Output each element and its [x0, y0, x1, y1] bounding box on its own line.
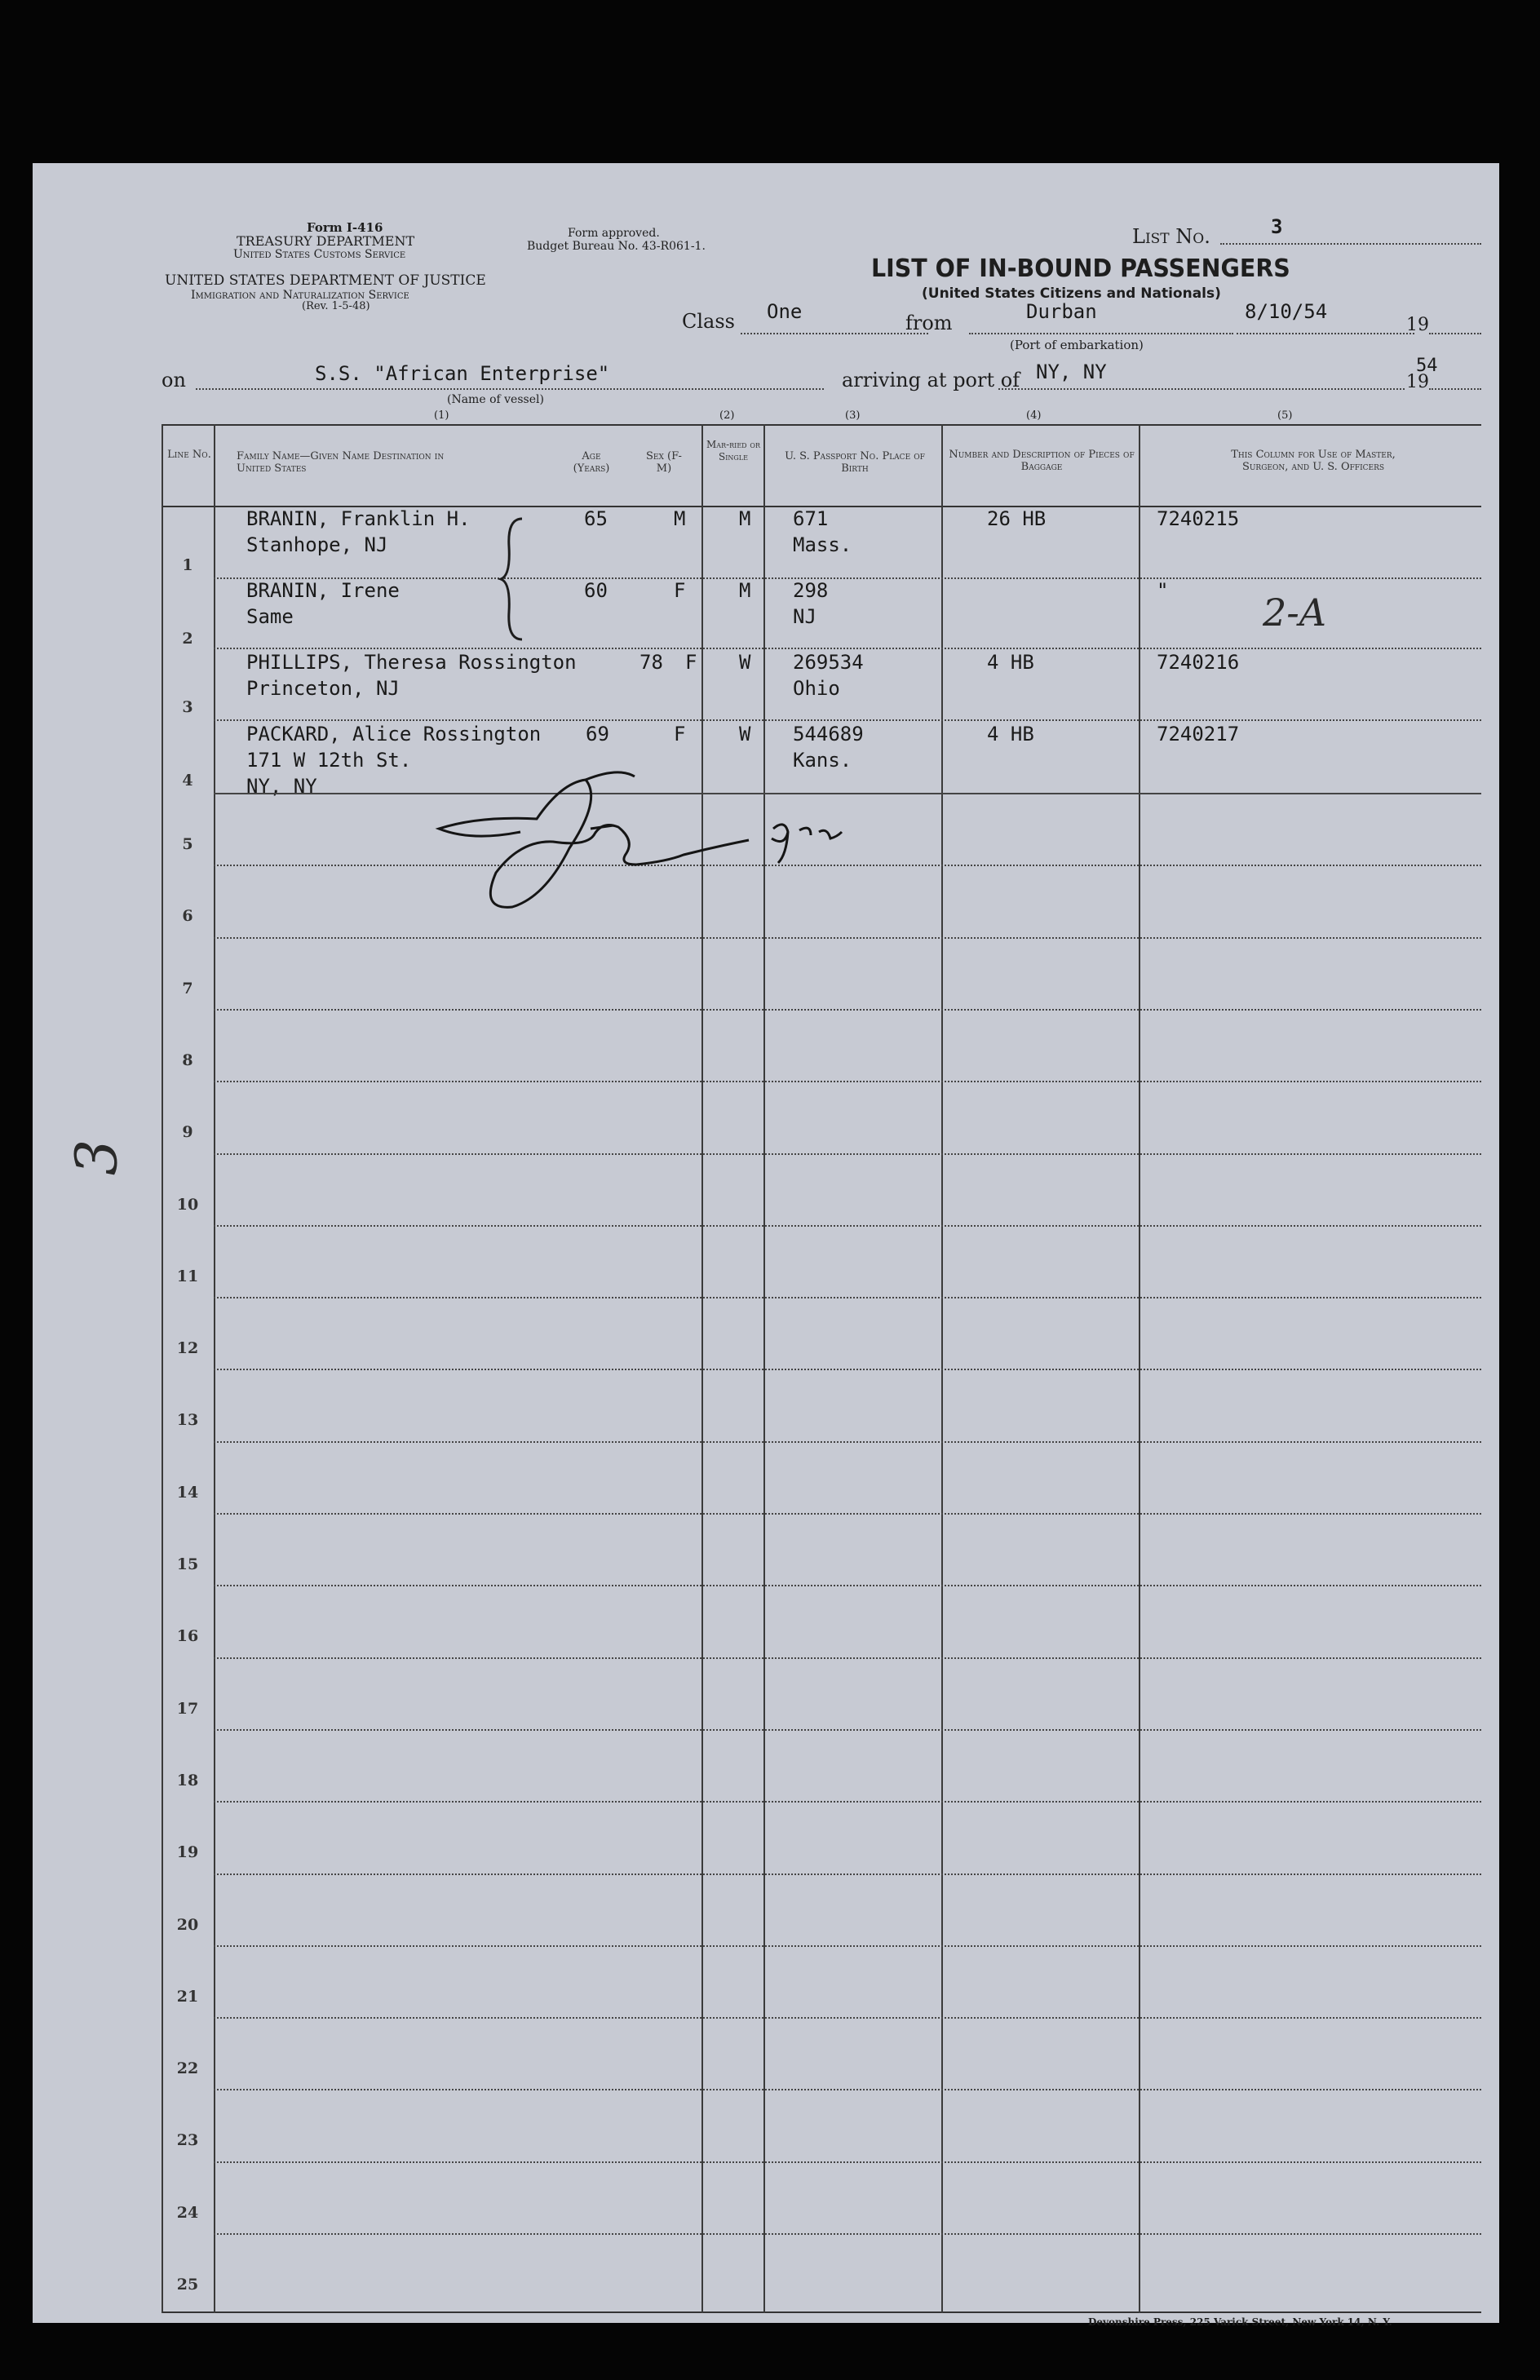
justice-dept: UNITED STATES DEPARTMENT OF JUSTICE [165, 272, 486, 289]
line-number: 4 [182, 772, 193, 790]
passenger-birthplace: Kans. [793, 749, 852, 772]
row-rule [214, 1009, 1481, 1011]
passenger-birthplace: Mass. [793, 533, 852, 556]
row-rule [214, 937, 1481, 939]
col-num-4: (4) [1026, 409, 1042, 422]
header-name: Family Name—Given Name Destination in United States [237, 450, 445, 475]
line-number: 15 [176, 1555, 199, 1573]
passenger-passport: 544689 [793, 723, 864, 745]
passenger-name: PHILLIPS, Theresa Rossington [246, 651, 577, 674]
row-rule [214, 1297, 1481, 1298]
arrival-port: NY, NY [1036, 361, 1107, 383]
row-rule [214, 2089, 1481, 2090]
passenger-sex: F [685, 651, 697, 674]
arrival-year-prefix: 19 [1406, 372, 1429, 392]
row-rule [214, 1801, 1481, 1803]
row-rule [214, 1945, 1481, 1947]
line-number: 24 [176, 2203, 199, 2222]
header-line-no: Line No. [167, 449, 211, 461]
passenger-age: 60 [584, 579, 608, 602]
row-rule [214, 577, 1481, 579]
table-bottom-rule [162, 2311, 1481, 2313]
class-label: Class [682, 310, 735, 333]
class-line [741, 333, 928, 334]
revision: (Rev. 1-5-48) [302, 300, 370, 312]
passenger-baggage: 26 HB [987, 507, 1047, 530]
vessel-name: S.S. "African Enterprise" [315, 362, 610, 385]
line-number: 10 [176, 1195, 199, 1214]
margin-annotation: 3 [63, 1139, 131, 1176]
passenger-name: BRANIN, Franklin H. [246, 507, 471, 530]
row-rule [214, 1513, 1481, 1515]
line-number: 5 [182, 835, 193, 853]
passenger-marital: W [739, 651, 751, 674]
customs-service: United States Customs Service [233, 248, 406, 261]
line-number: 12 [176, 1339, 199, 1358]
budget-bureau: Budget Bureau No. 43-R061-1. [527, 240, 706, 253]
on-label: on [162, 369, 186, 392]
passenger-age-inline: 69 [586, 723, 609, 745]
passenger-baggage: 4 HB [987, 723, 1034, 745]
line-number: 25 [176, 2276, 199, 2294]
list-no-value: 3 [1271, 215, 1283, 238]
col-num-3: (3) [845, 409, 861, 422]
col-rule [162, 424, 163, 2313]
header-baggage: Number and Description of Pieces of Baggage [949, 449, 1135, 473]
officer-entry: 7240216 [1157, 651, 1240, 674]
line-number: 2 [182, 630, 193, 648]
passenger-sex: F [674, 579, 686, 602]
row-rule [214, 1657, 1481, 1659]
form-title: LIST OF IN-BOUND PASSENGERS [871, 254, 1290, 283]
ins-service: Immigration and Naturalization Service [191, 289, 409, 302]
vessel-line [196, 388, 824, 390]
col-num-2: (2) [719, 409, 735, 422]
line-number: 13 [176, 1411, 199, 1430]
passenger-destination-extra: NY, NY [246, 775, 317, 798]
form-approved: Form approved. [568, 227, 660, 240]
from-value: Durban [1026, 300, 1097, 323]
row-rule [214, 1225, 1481, 1227]
line-number: 7 [182, 979, 193, 998]
row-rule [214, 1873, 1481, 1875]
treasury-dept: TREASURY DEPARTMENT [237, 233, 415, 249]
passenger-passport: 269534 [793, 651, 864, 674]
line-number: 1 [182, 556, 193, 574]
passenger-marital: W [739, 723, 751, 745]
passenger-sex: F [674, 723, 686, 745]
passenger-birthplace: NJ [793, 605, 816, 628]
row-rule [214, 1153, 1481, 1155]
from-line [969, 333, 1233, 334]
header-sex: Sex (F-M) [646, 450, 682, 475]
passenger-destination: Stanhope, NJ [246, 533, 388, 556]
line-number: 6 [182, 907, 193, 926]
passenger-name: BRANIN, Irene [246, 579, 400, 602]
arriving-label: arriving at port of [842, 369, 1020, 392]
year-prefix: 19 [1406, 315, 1429, 335]
line-number: 19 [176, 1843, 199, 1862]
passenger-marital: M [739, 507, 751, 530]
list-no-line [1220, 243, 1481, 245]
line-number: 9 [182, 1123, 193, 1142]
manifest-sheet [33, 163, 1499, 2328]
header-married: Mar-ried or Single [706, 439, 760, 462]
col-num-1: (1) [434, 409, 449, 422]
line-number: 16 [176, 1627, 199, 1646]
passenger-age: 78 [639, 651, 663, 674]
line-number: 18 [176, 1771, 199, 1789]
vessel-caption: (Name of vessel) [447, 393, 544, 406]
passenger-sex: M [674, 507, 686, 530]
handwritten-annotation: 2-A [1263, 591, 1327, 635]
table-top-rule [162, 424, 1481, 426]
row-rule [214, 2161, 1481, 2163]
line-number: 21 [176, 1987, 199, 2006]
header-passport: U. S. Passport No. Place of Birth [785, 450, 925, 475]
officer-entry: 7240215 [1157, 507, 1240, 530]
passenger-age: 65 [584, 507, 608, 530]
passenger-marital: M [739, 579, 751, 602]
arrival-year-line [1429, 388, 1481, 390]
from-label: from [905, 312, 953, 334]
printer-credit: Devonshire Press, 225 Varick Street, New York 14, N. Y. [1088, 2316, 1392, 2328]
header-age: Age (Years) [573, 450, 610, 475]
passenger-name: PACKARD, Alice Rossington [246, 723, 542, 745]
line-number: 11 [176, 1267, 199, 1285]
row-rule [214, 1369, 1481, 1370]
officer-entry: 7240217 [1157, 723, 1240, 745]
passenger-passport: 671 [793, 507, 829, 530]
form-subtitle: (United States Citizens and Nationals) [922, 285, 1221, 302]
row-rule [214, 1441, 1481, 1443]
passenger-baggage: 4 HB [987, 651, 1034, 674]
date-value: 8/10/54 [1245, 300, 1328, 323]
row-rule [214, 1729, 1481, 1731]
row-rule [214, 1081, 1481, 1082]
arrival-line [998, 388, 1405, 390]
passenger-destination: 171 W 12th St. [246, 749, 412, 772]
passenger-passport: 298 [793, 579, 829, 602]
row-rule [214, 2017, 1481, 2019]
header-officers: This Column for Use of Master, Surgeon, and U. S. Officers [1231, 449, 1396, 473]
arrival-year: 54 [1416, 356, 1438, 376]
port-caption: (Port of embarkation) [1010, 338, 1144, 352]
line-number: 17 [176, 1699, 199, 1718]
form-number: Form I-416 [307, 220, 383, 235]
line-number: 20 [176, 1915, 199, 1934]
line-number: 14 [176, 1483, 199, 1502]
officer-signature [423, 750, 896, 930]
date-line [1237, 333, 1414, 334]
row-rule [214, 1585, 1481, 1586]
line-number: 22 [176, 2059, 199, 2078]
class-value: One [767, 300, 803, 323]
passenger-birthplace: Ohio [793, 677, 840, 700]
officer-entry: " [1157, 579, 1169, 602]
passenger-destination: Same [246, 605, 294, 628]
line-number: 3 [182, 698, 193, 716]
row-rule [214, 2233, 1481, 2235]
year-line [1429, 333, 1481, 334]
passenger-destination: Princeton, NJ [246, 677, 400, 700]
col-num-5: (5) [1277, 409, 1293, 422]
family-bracket [498, 514, 530, 644]
line-number: 23 [176, 2131, 199, 2150]
list-no-label: List No. [1132, 225, 1210, 248]
signature-initials [767, 819, 768, 820]
line-number: 8 [182, 1051, 193, 1069]
